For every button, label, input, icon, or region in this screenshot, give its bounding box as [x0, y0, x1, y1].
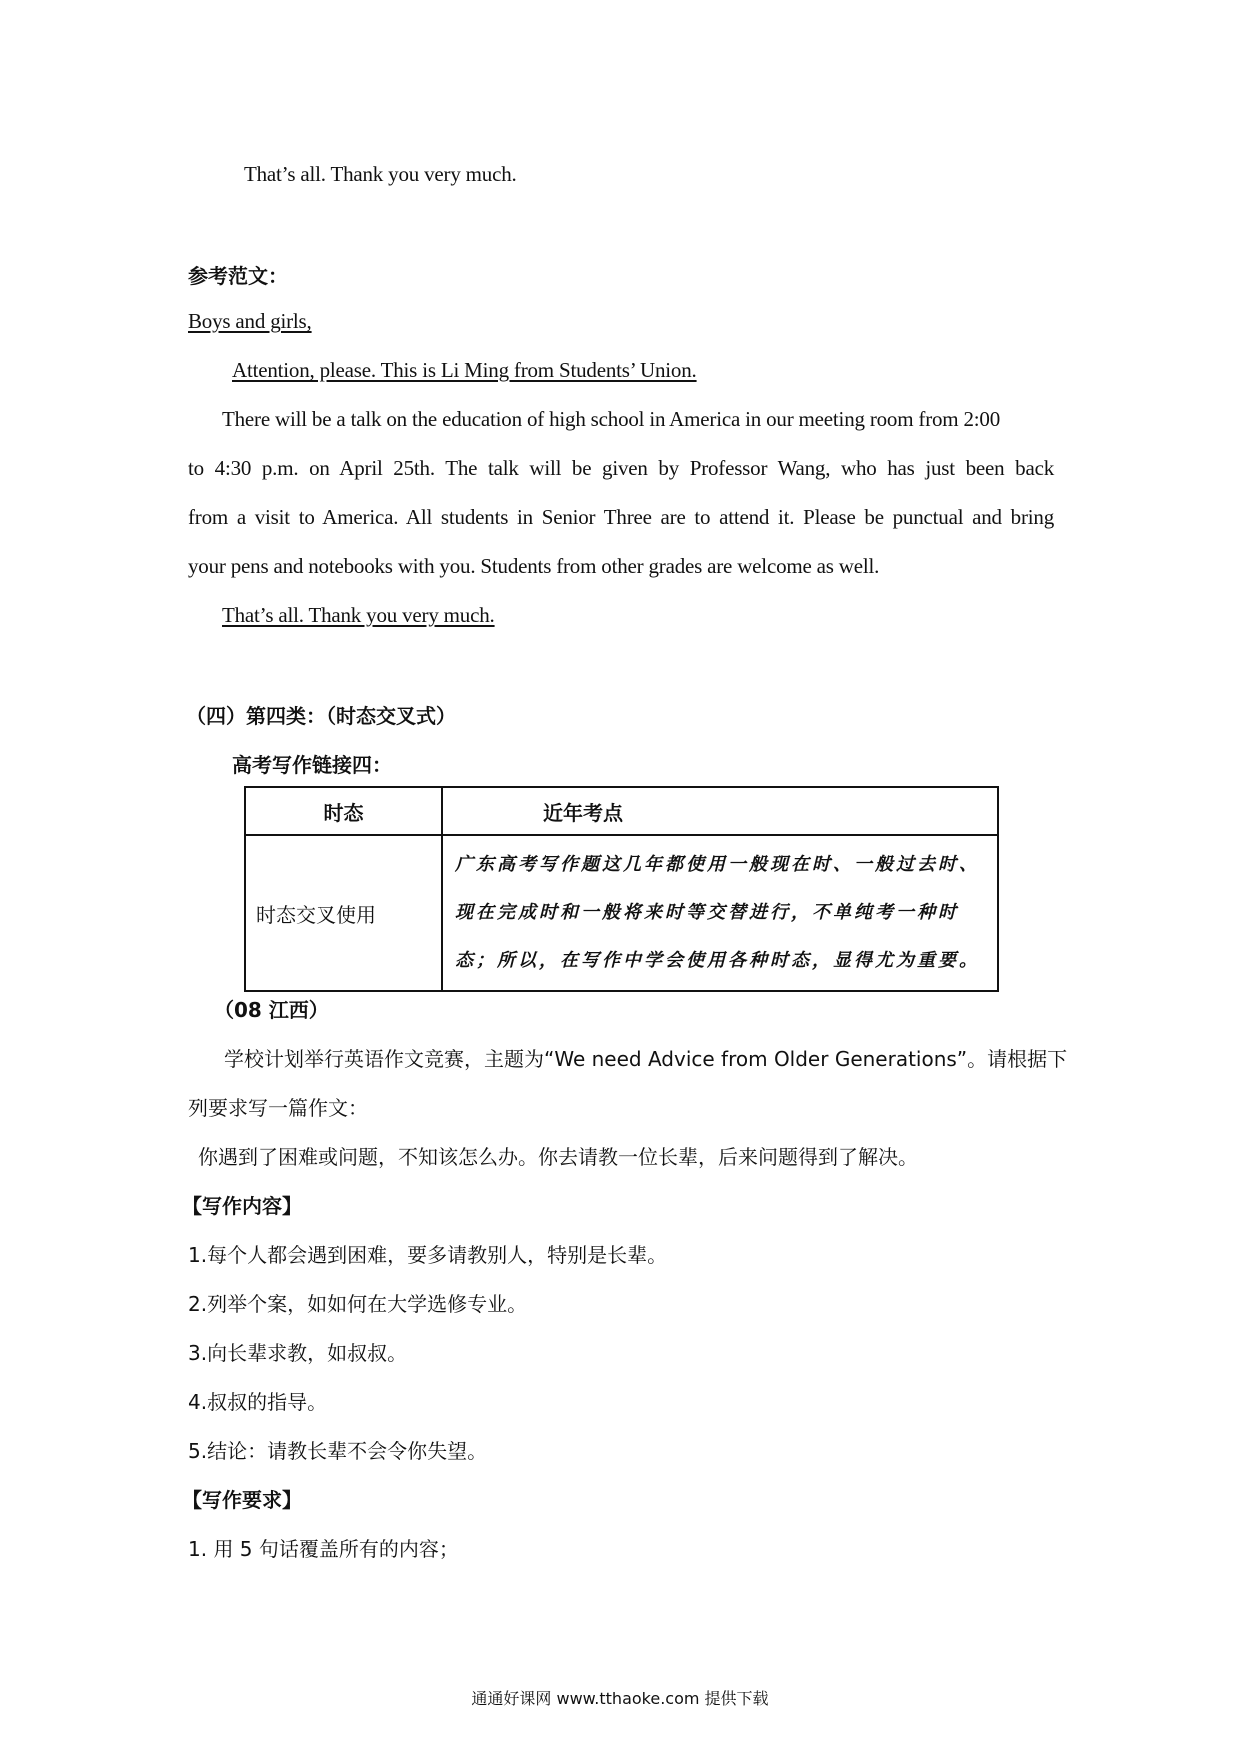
prompt-line-1: 学校计划举行英语作文竞赛，主题为“We need Advice from Older Generations”。请根据下 [224, 1047, 1068, 1071]
content-item-4: 4.叔叔的指导。 [188, 1390, 328, 1414]
source-label: （08 江西） [214, 998, 329, 1022]
sample-intro: Attention, please. This is Li Ming from Students’ Union. [232, 358, 697, 382]
note-line-2: 现在完成时和一般将来时等交替进行，不单纯考一种时 [455, 902, 959, 923]
content-item-5: 5.结论：请教长辈不会令你失望。 [188, 1439, 488, 1463]
tense-table-row-label: 时态交叉使用 [245, 835, 442, 991]
sample-para-line-4: your pens and notebooks with you. Students from other grades are welcome as well. [188, 554, 880, 578]
content-heading: 【写作内容】 [182, 1194, 302, 1218]
sample-salutation: Boys and girls, [188, 309, 312, 333]
sample-para-line-1: There will be a talk on the education of high school in America in our meeting room from 2:00 [222, 407, 1001, 431]
prompt-line-2: 列要求写一篇作文： [188, 1096, 368, 1120]
note-line-1: 广东高考写作题这几年都使用一般现在时、一般过去时、 [455, 854, 980, 875]
tense-table-header-points: 近年考点 [442, 787, 998, 835]
tense-table [244, 786, 999, 992]
link-title: 高考写作链接四： [232, 753, 392, 777]
tense-table-row [245, 835, 998, 991]
tense-table-header-tense: 时态 [245, 787, 442, 835]
tense-table-row-note [442, 835, 998, 991]
tense-table-header-row [245, 787, 998, 835]
sample-para-line-3: from a visit to America. All students in Senior Three are to attend it. Please be punctual and bring [188, 505, 1054, 529]
sample-heading: 参考范文： [188, 264, 288, 288]
page-footer: 通通好课网 www.tthaoke.com 提供下载 [471, 1689, 769, 1708]
content-item-1: 1.每个人都会遇到困难，要多请教别人，特别是长辈。 [188, 1243, 668, 1267]
prompt-line-3: 你遇到了困难或问题，不知该怎么办。你去请教一位长辈，后来问题得到了解决。 [198, 1145, 918, 1169]
sample-closing: That’s all. Thank you very much. [222, 603, 495, 627]
requirement-item-1: 1. 用 5 句话覆盖所有的内容； [188, 1537, 459, 1561]
previous-closing: That’s all. Thank you very much. [244, 162, 517, 186]
requirements-heading: 【写作要求】 [182, 1488, 302, 1512]
content-item-2: 2.列举个案，如如何在大学选修专业。 [188, 1292, 528, 1316]
note-line-3: 态；所以，在写作中学会使用各种时态，显得尤为重要。 [455, 950, 980, 971]
sample-para-line-2: to 4:30 p.m. on April 25th. The talk will be given by Professor Wang, who has just been back [188, 456, 1054, 480]
content-item-3: 3.向长辈求教，如叔叔。 [188, 1341, 408, 1365]
section4-title: （四）第四类：（时态交叉式） [186, 704, 456, 728]
